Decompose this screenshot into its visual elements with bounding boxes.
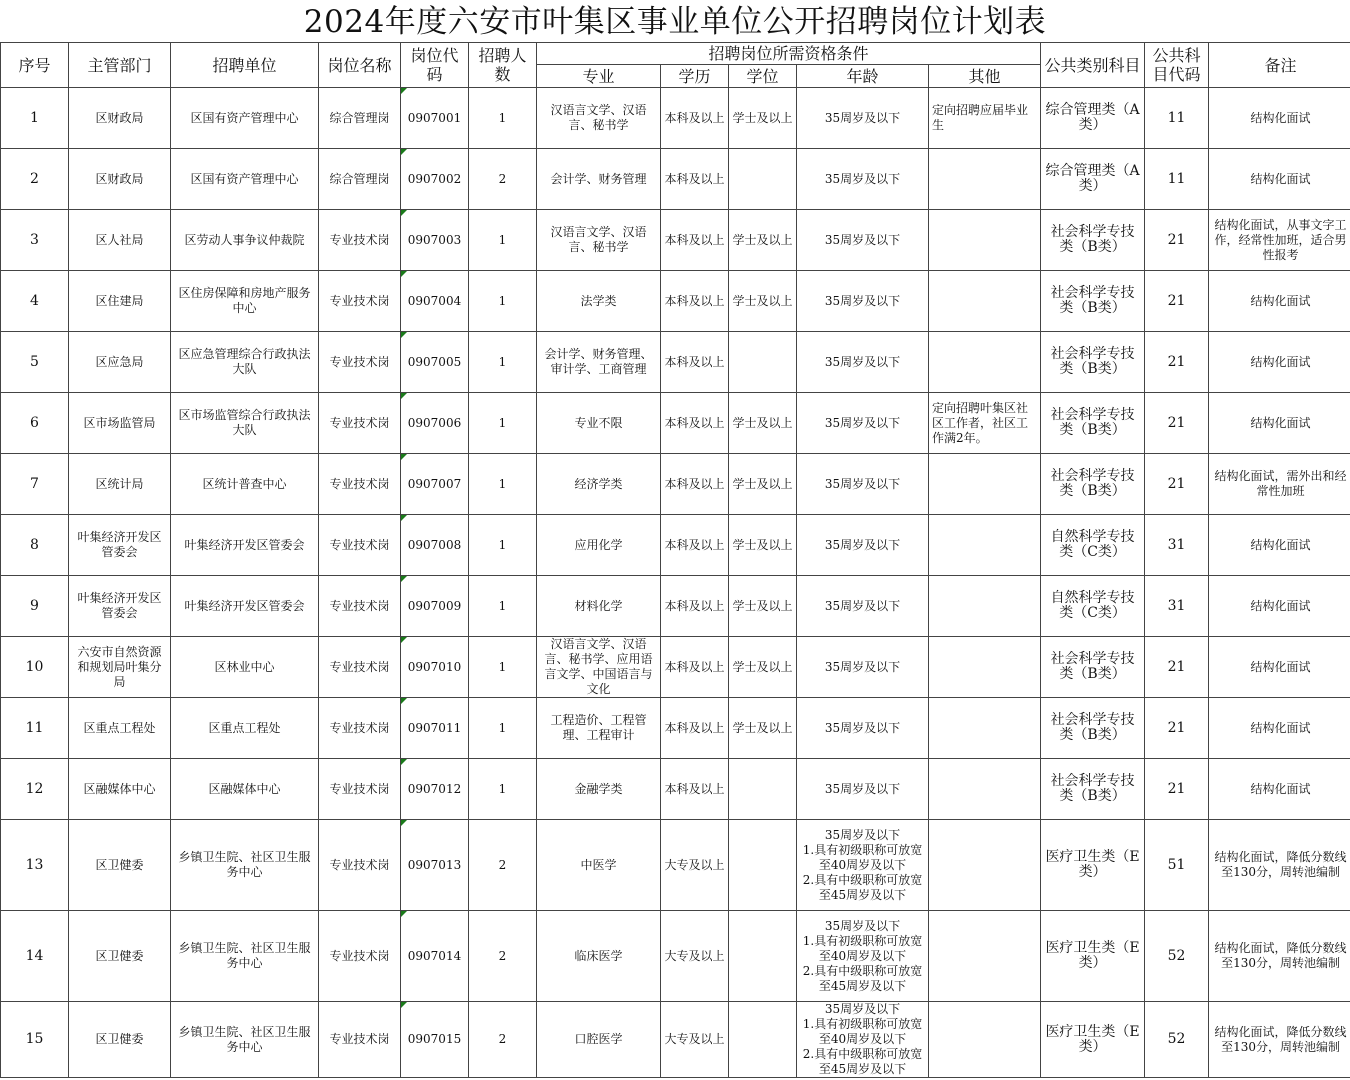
cell-dept: 区重点工程处	[69, 698, 171, 759]
cell-seq: 9	[1, 576, 69, 637]
cell-dept: 区财政局	[69, 149, 171, 210]
cell-scode: 31	[1145, 576, 1209, 637]
cell-seq: 11	[1, 698, 69, 759]
table-body	[1, 88, 1350, 1078]
cell-unit: 区市场监管综合行政执法大队	[171, 393, 319, 454]
cell-seq: 7	[1, 454, 69, 515]
cell-unit: 区国有资产管理中心	[171, 149, 319, 210]
cell-edu: 大专及以上	[661, 820, 729, 911]
cell-note: 结构化面试	[1209, 393, 1350, 454]
cell-edu: 本科及以上	[661, 271, 729, 332]
cell-unit: 乡镇卫生院、社区卫生服务中心	[171, 820, 319, 911]
cell-edu: 本科及以上	[661, 515, 729, 576]
cell-subject: 社会科学专技类（B类）	[1041, 332, 1145, 393]
cell-count: 2	[469, 911, 537, 1002]
table-row	[1, 210, 1350, 271]
cell-other	[929, 698, 1041, 759]
cell-other: 定向招聘叶集区社区工作者，社区工作满2年。	[929, 393, 1041, 454]
cell-note: 结构化面试	[1209, 576, 1350, 637]
cell-seq: 5	[1, 332, 69, 393]
cell-dept: 区住建局	[69, 271, 171, 332]
cell-code: 0907012	[401, 759, 469, 820]
cell-code: 0907004	[401, 271, 469, 332]
cell-scode: 21	[1145, 393, 1209, 454]
cell-edu: 本科及以上	[661, 149, 729, 210]
header-unit: 招聘单位	[171, 43, 319, 88]
cell-age: 35周岁及以下	[797, 332, 929, 393]
cell-count: 1	[469, 393, 537, 454]
table-row	[1, 698, 1350, 759]
cell-count: 2	[469, 820, 537, 911]
cell-other	[929, 210, 1041, 271]
cell-count: 2	[469, 1002, 537, 1078]
cell-subject: 社会科学专技类（B类）	[1041, 698, 1145, 759]
cell-note: 结构化面试，需外出和经常性加班	[1209, 454, 1350, 515]
cell-age: 35周岁及以下	[797, 759, 929, 820]
header-code: 岗位代码	[401, 43, 469, 88]
cell-post: 专业技术岗	[319, 820, 401, 911]
cell-note: 结构化面试，从事文字工作，经常性加班，适合男性报考	[1209, 210, 1350, 271]
cell-scode: 21	[1145, 332, 1209, 393]
cell-subject: 社会科学专技类（B类）	[1041, 393, 1145, 454]
cell-note: 结构化面试	[1209, 637, 1350, 698]
cell-age: 35周岁及以下	[797, 637, 929, 698]
cell-scode: 52	[1145, 911, 1209, 1002]
cell-count: 1	[469, 515, 537, 576]
cell-post: 专业技术岗	[319, 759, 401, 820]
header-other: 其他	[929, 65, 1041, 88]
cell-other	[929, 271, 1041, 332]
cell-dept: 区卫健委	[69, 820, 171, 911]
cell-count: 1	[469, 332, 537, 393]
header-dept: 主管部门	[69, 43, 171, 88]
cell-code: 0907009	[401, 576, 469, 637]
cell-count: 1	[469, 759, 537, 820]
cell-post: 专业技术岗	[319, 576, 401, 637]
cell-major: 专业不限	[537, 393, 661, 454]
header-qualifications: 招聘岗位所需资格条件	[537, 43, 1041, 65]
cell-scode: 51	[1145, 820, 1209, 911]
header-note: 备注	[1209, 43, 1350, 88]
cell-subject: 综合管理类（A类）	[1041, 88, 1145, 149]
cell-count: 1	[469, 210, 537, 271]
cell-age: 35周岁及以下 1.具有初级职称可放宽至40周岁及以下 2.具有中级职称可放宽至45周岁及以下	[797, 820, 929, 911]
cell-degree: 学士及以上	[729, 637, 797, 698]
cell-scode: 11	[1145, 149, 1209, 210]
cell-other	[929, 637, 1041, 698]
cell-post: 综合管理岗	[319, 88, 401, 149]
cell-code: 0907007	[401, 454, 469, 515]
cell-dept: 区财政局	[69, 88, 171, 149]
cell-degree	[729, 911, 797, 1002]
cell-seq: 1	[1, 88, 69, 149]
cell-unit: 区重点工程处	[171, 698, 319, 759]
cell-code: 0907011	[401, 698, 469, 759]
cell-code: 0907002	[401, 149, 469, 210]
cell-post: 专业技术岗	[319, 637, 401, 698]
cell-post: 专业技术岗	[319, 271, 401, 332]
cell-age: 35周岁及以下	[797, 698, 929, 759]
cell-subject: 社会科学专技类（B类）	[1041, 637, 1145, 698]
cell-dept: 叶集经济开发区管委会	[69, 576, 171, 637]
cell-note: 结构化面试	[1209, 698, 1350, 759]
cell-major: 汉语言文学、汉语言、秘书学	[537, 210, 661, 271]
cell-scode: 21	[1145, 637, 1209, 698]
cell-major: 汉语言文学、汉语言、秘书学、应用语言文学、中国语言与文化	[537, 637, 661, 698]
cell-code: 0907008	[401, 515, 469, 576]
cell-degree: 学士及以上	[729, 576, 797, 637]
cell-post: 专业技术岗	[319, 1002, 401, 1078]
cell-degree: 学士及以上	[729, 88, 797, 149]
cell-edu: 本科及以上	[661, 576, 729, 637]
cell-age: 35周岁及以下	[797, 88, 929, 149]
cell-code: 0907006	[401, 393, 469, 454]
cell-count: 1	[469, 698, 537, 759]
cell-other	[929, 820, 1041, 911]
cell-seq: 6	[1, 393, 69, 454]
cell-edu: 大专及以上	[661, 911, 729, 1002]
cell-major: 会计学、财务管理、审计学、工商管理	[537, 332, 661, 393]
cell-other	[929, 332, 1041, 393]
cell-age: 35周岁及以下	[797, 149, 929, 210]
cell-note: 结构化面试，降低分数线至130分，周转池编制	[1209, 820, 1350, 911]
cell-degree: 学士及以上	[729, 271, 797, 332]
cell-seq: 4	[1, 271, 69, 332]
cell-edu: 本科及以上	[661, 759, 729, 820]
cell-code: 0907013	[401, 820, 469, 911]
cell-edu: 本科及以上	[661, 393, 729, 454]
cell-edu: 本科及以上	[661, 88, 729, 149]
cell-count: 1	[469, 271, 537, 332]
cell-post: 专业技术岗	[319, 332, 401, 393]
cell-major: 汉语言文学、汉语言、秘书学	[537, 88, 661, 149]
cell-post: 专业技术岗	[319, 911, 401, 1002]
cell-edu: 本科及以上	[661, 332, 729, 393]
table-row	[1, 515, 1350, 576]
cell-scode: 21	[1145, 210, 1209, 271]
cell-unit: 区国有资产管理中心	[171, 88, 319, 149]
cell-age: 35周岁及以下 1.具有初级职称可放宽至40周岁及以下 2.具有中级职称可放宽至45周岁及以下	[797, 1002, 929, 1078]
recruitment-table	[0, 42, 1350, 1078]
cell-dept: 区卫健委	[69, 1002, 171, 1078]
cell-post: 专业技术岗	[319, 210, 401, 271]
cell-note: 结构化面试	[1209, 515, 1350, 576]
cell-note: 结构化面试	[1209, 149, 1350, 210]
cell-post: 综合管理岗	[319, 149, 401, 210]
cell-count: 2	[469, 149, 537, 210]
cell-other	[929, 759, 1041, 820]
table-row	[1, 820, 1350, 911]
cell-unit: 区住房保障和房地产服务中心	[171, 271, 319, 332]
cell-post: 专业技术岗	[319, 393, 401, 454]
cell-age: 35周岁及以下 1.具有初级职称可放宽至40周岁及以下 2.具有中级职称可放宽至45周岁及以下	[797, 911, 929, 1002]
table-row	[1, 576, 1350, 637]
cell-dept: 区融媒体中心	[69, 759, 171, 820]
cell-code: 0907003	[401, 210, 469, 271]
header-subject: 公共类别科目	[1041, 43, 1145, 88]
cell-note: 结构化面试	[1209, 271, 1350, 332]
cell-seq: 10	[1, 637, 69, 698]
cell-seq: 2	[1, 149, 69, 210]
cell-dept: 六安市自然资源和规划局叶集分局	[69, 637, 171, 698]
cell-scode: 21	[1145, 454, 1209, 515]
cell-age: 35周岁及以下	[797, 576, 929, 637]
cell-post: 专业技术岗	[319, 515, 401, 576]
cell-seq: 13	[1, 820, 69, 911]
cell-seq: 14	[1, 911, 69, 1002]
cell-degree: 学士及以上	[729, 210, 797, 271]
cell-unit: 乡镇卫生院、社区卫生服务中心	[171, 1002, 319, 1078]
table-row	[1, 88, 1350, 149]
cell-other	[929, 149, 1041, 210]
cell-degree	[729, 759, 797, 820]
header-age: 年龄	[797, 65, 929, 88]
cell-unit: 区应急管理综合行政执法大队	[171, 332, 319, 393]
cell-major: 应用化学	[537, 515, 661, 576]
cell-age: 35周岁及以下	[797, 515, 929, 576]
cell-subject: 医疗卫生类（E类）	[1041, 820, 1145, 911]
header-post: 岗位名称	[319, 43, 401, 88]
cell-major: 中医学	[537, 820, 661, 911]
cell-major: 会计学、财务管理	[537, 149, 661, 210]
cell-code: 0907005	[401, 332, 469, 393]
cell-dept: 区卫健委	[69, 911, 171, 1002]
cell-unit: 区劳动人事争议仲裁院	[171, 210, 319, 271]
cell-note: 结构化面试	[1209, 88, 1350, 149]
cell-age: 35周岁及以下	[797, 393, 929, 454]
cell-edu: 本科及以上	[661, 637, 729, 698]
cell-scode: 31	[1145, 515, 1209, 576]
cell-unit: 区统计普查中心	[171, 454, 319, 515]
cell-scode: 21	[1145, 698, 1209, 759]
cell-code: 0907015	[401, 1002, 469, 1078]
cell-subject: 社会科学专技类（B类）	[1041, 271, 1145, 332]
header-subject-code: 公共科目代码	[1145, 43, 1209, 88]
cell-dept: 区人社局	[69, 210, 171, 271]
cell-seq: 3	[1, 210, 69, 271]
cell-degree	[729, 1002, 797, 1078]
cell-seq: 8	[1, 515, 69, 576]
cell-other	[929, 515, 1041, 576]
cell-subject: 社会科学专技类（B类）	[1041, 210, 1145, 271]
cell-major: 工程造价、工程管理、工程审计	[537, 698, 661, 759]
cell-age: 35周岁及以下	[797, 454, 929, 515]
cell-post: 专业技术岗	[319, 698, 401, 759]
cell-subject: 综合管理类（A类）	[1041, 149, 1145, 210]
page-title: 2024年度六安市叶集区事业单位公开招聘岗位计划表	[303, 4, 1047, 40]
cell-note: 结构化面试	[1209, 759, 1350, 820]
cell-unit: 乡镇卫生院、社区卫生服务中心	[171, 911, 319, 1002]
cell-edu: 本科及以上	[661, 454, 729, 515]
cell-other	[929, 454, 1041, 515]
cell-other	[929, 576, 1041, 637]
cell-subject: 社会科学专技类（B类）	[1041, 454, 1145, 515]
table-row	[1, 637, 1350, 698]
cell-count: 1	[469, 88, 537, 149]
cell-degree	[729, 332, 797, 393]
cell-note: 结构化面试，降低分数线至130分，周转池编制	[1209, 911, 1350, 1002]
table-row	[1, 454, 1350, 515]
header-major: 专业	[537, 65, 661, 88]
cell-age: 35周岁及以下	[797, 271, 929, 332]
cell-dept: 叶集经济开发区管委会	[69, 515, 171, 576]
cell-code: 0907001	[401, 88, 469, 149]
cell-subject: 社会科学专技类（B类）	[1041, 759, 1145, 820]
cell-subject: 自然科学专技类（C类）	[1041, 576, 1145, 637]
cell-count: 1	[469, 576, 537, 637]
table-row	[1, 332, 1350, 393]
cell-other: 定向招聘应届毕业生	[929, 88, 1041, 149]
cell-degree: 学士及以上	[729, 698, 797, 759]
table-row	[1, 271, 1350, 332]
cell-degree: 学士及以上	[729, 393, 797, 454]
cell-dept: 区统计局	[69, 454, 171, 515]
cell-unit: 叶集经济开发区管委会	[171, 576, 319, 637]
cell-edu: 本科及以上	[661, 698, 729, 759]
cell-degree: 学士及以上	[729, 454, 797, 515]
header-count: 招聘人数	[469, 43, 537, 88]
table-row	[1, 759, 1350, 820]
cell-major: 口腔医学	[537, 1002, 661, 1078]
cell-post: 专业技术岗	[319, 454, 401, 515]
cell-major: 临床医学	[537, 911, 661, 1002]
header-edu: 学历	[661, 65, 729, 88]
cell-edu: 大专及以上	[661, 1002, 729, 1078]
cell-count: 1	[469, 637, 537, 698]
cell-dept: 区市场监管局	[69, 393, 171, 454]
cell-major: 经济学类	[537, 454, 661, 515]
cell-subject: 医疗卫生类（E类）	[1041, 911, 1145, 1002]
cell-unit: 区融媒体中心	[171, 759, 319, 820]
cell-note: 结构化面试，降低分数线至130分，周转池编制	[1209, 1002, 1350, 1078]
cell-major: 金融学类	[537, 759, 661, 820]
cell-scode: 21	[1145, 759, 1209, 820]
cell-degree: 学士及以上	[729, 515, 797, 576]
cell-scode: 52	[1145, 1002, 1209, 1078]
cell-subject: 自然科学专技类（C类）	[1041, 515, 1145, 576]
cell-subject: 医疗卫生类（E类）	[1041, 1002, 1145, 1078]
cell-other	[929, 1002, 1041, 1078]
cell-age: 35周岁及以下	[797, 210, 929, 271]
cell-dept: 区应急局	[69, 332, 171, 393]
table-row	[1, 393, 1350, 454]
cell-degree	[729, 820, 797, 911]
cell-unit: 叶集经济开发区管委会	[171, 515, 319, 576]
cell-other	[929, 911, 1041, 1002]
cell-note: 结构化面试	[1209, 332, 1350, 393]
header-seq: 序号	[1, 43, 69, 88]
table-row	[1, 149, 1350, 210]
table-row	[1, 1002, 1350, 1078]
cell-scode: 21	[1145, 271, 1209, 332]
cell-edu: 本科及以上	[661, 210, 729, 271]
cell-count: 1	[469, 454, 537, 515]
cell-code: 0907010	[401, 637, 469, 698]
cell-unit: 区林业中心	[171, 637, 319, 698]
cell-major: 材料化学	[537, 576, 661, 637]
cell-scode: 11	[1145, 88, 1209, 149]
cell-code: 0907014	[401, 911, 469, 1002]
cell-degree	[729, 149, 797, 210]
cell-seq: 15	[1, 1002, 69, 1078]
cell-major: 法学类	[537, 271, 661, 332]
header-degree: 学位	[729, 65, 797, 88]
cell-seq: 12	[1, 759, 69, 820]
table-row	[1, 911, 1350, 1002]
